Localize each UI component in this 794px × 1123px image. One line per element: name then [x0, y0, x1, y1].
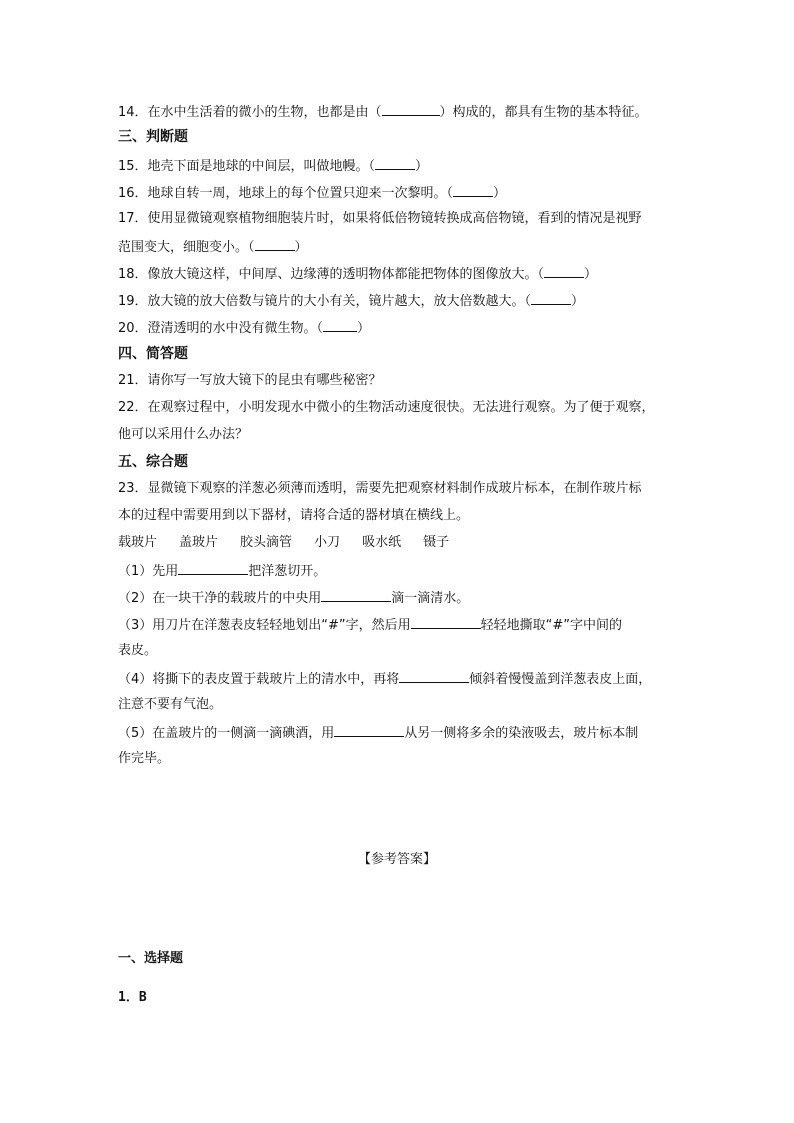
answer-blank[interactable] — [375, 157, 415, 170]
material-item: 胶头滴管 — [240, 535, 293, 550]
question-18: 18．像放大镜这样，中间厚、边缘薄的透明物体都能把物体的图像放大。（ ） — [118, 267, 598, 282]
question-21: 21．请你写一写放大镜下的昆虫有哪些秘密？ — [118, 373, 382, 388]
question-23-step-4: （4）将撕下的表皮置于载玻片上的清水中，再将 倾斜着慢慢盖到洋葱表皮上面， — [118, 672, 652, 687]
material-item: 镊子 — [423, 535, 450, 550]
answer-blank[interactable] — [255, 238, 295, 251]
answer-blank[interactable] — [531, 292, 571, 305]
answer-blank[interactable] — [544, 265, 584, 278]
material-item: 吸水纸 — [362, 535, 402, 550]
answer-blank[interactable] — [178, 562, 248, 575]
answer-blank[interactable] — [399, 670, 469, 683]
section-heading-comprehensive: 五、综合题 — [118, 454, 188, 470]
answer-1: 1．B — [118, 990, 147, 1005]
question-23-step-3-line2: 表皮。 — [118, 643, 158, 658]
question-17-line1: 17．使用显微镜观察植物细胞装片时，如果将低倍物镜转换成高倍物镜，看到的情况是视野 — [118, 211, 642, 226]
question-16: 16．地球自转一周，地球上的每个位置只迎来一次黎明。（ ） — [118, 186, 507, 201]
answer-blank[interactable] — [453, 184, 493, 197]
answer-blank[interactable] — [321, 589, 391, 602]
question-23-step-5-line2: 作完毕。 — [118, 751, 171, 766]
section-heading-short-answer: 四、简答题 — [118, 346, 188, 362]
answer-key-title: 【参考答案】 — [357, 852, 436, 867]
question-22-line1: 22．在观察过程中，小明发现水中微小的生物活动速度很快。无法进行观察。为了便于观察， — [118, 400, 655, 415]
question-15: 15．地壳下面是地球的中间层，叫做地幔。（ ） — [118, 159, 429, 174]
question-19: 19．放大镜的放大倍数与镜片的大小有关，镜片越大，放大倍数越大。（ ） — [118, 294, 585, 309]
answer-blank[interactable] — [382, 103, 440, 116]
question-23-step-5: （5）在盖玻片的一侧滴一滴碘酒，用 从另一侧将多余的染液吸去，玻片标本制 — [118, 726, 639, 741]
question-14: 14．在水中生活着的微小的生物，也都是由（ ）构成的，都具有生物的基本特征。 — [118, 105, 648, 120]
material-item: 载玻片 — [118, 535, 158, 550]
section-heading-judgment: 三、判断题 — [118, 129, 188, 145]
question-23-step-3: （3）用刀片在洋葱表皮轻轻地划出“#”字，然后用 轻轻地撕取“#”字中间的 — [118, 618, 623, 633]
question-17-line2: 范围变大，细胞变小。（ ） — [118, 240, 308, 255]
question-23-step-1: （1）先用 把洋葱切开。 — [118, 564, 327, 579]
question-23-step-2: （2）在一块干净的载玻片的中央用 滴一滴清水。 — [118, 591, 470, 606]
question-20: 20．澄清透明的水中没有微生物。（ ） — [118, 321, 371, 336]
material-item: 小刀 — [314, 535, 341, 550]
answer-blank[interactable] — [411, 616, 481, 629]
answer-blank[interactable] — [334, 724, 404, 737]
question-23-step-4-line2: 注意不要有气泡。 — [118, 697, 223, 712]
question-23-line2: 本的过程中需要用到以下器材，请将合适的器材填在横线上。 — [118, 508, 470, 523]
answer-blank[interactable] — [323, 319, 357, 332]
question-22-line2: 他可以采用什么办法？ — [118, 427, 249, 442]
material-item: 盖玻片 — [179, 535, 219, 550]
answer-section-heading: 一、选择题 — [118, 951, 184, 966]
question-23-line1: 23．显微镜下观察的洋葱必须薄而透明，需要先把观察材料制作成玻片标本，在制作玻片标 — [118, 481, 642, 496]
materials-list — [118, 535, 471, 551]
